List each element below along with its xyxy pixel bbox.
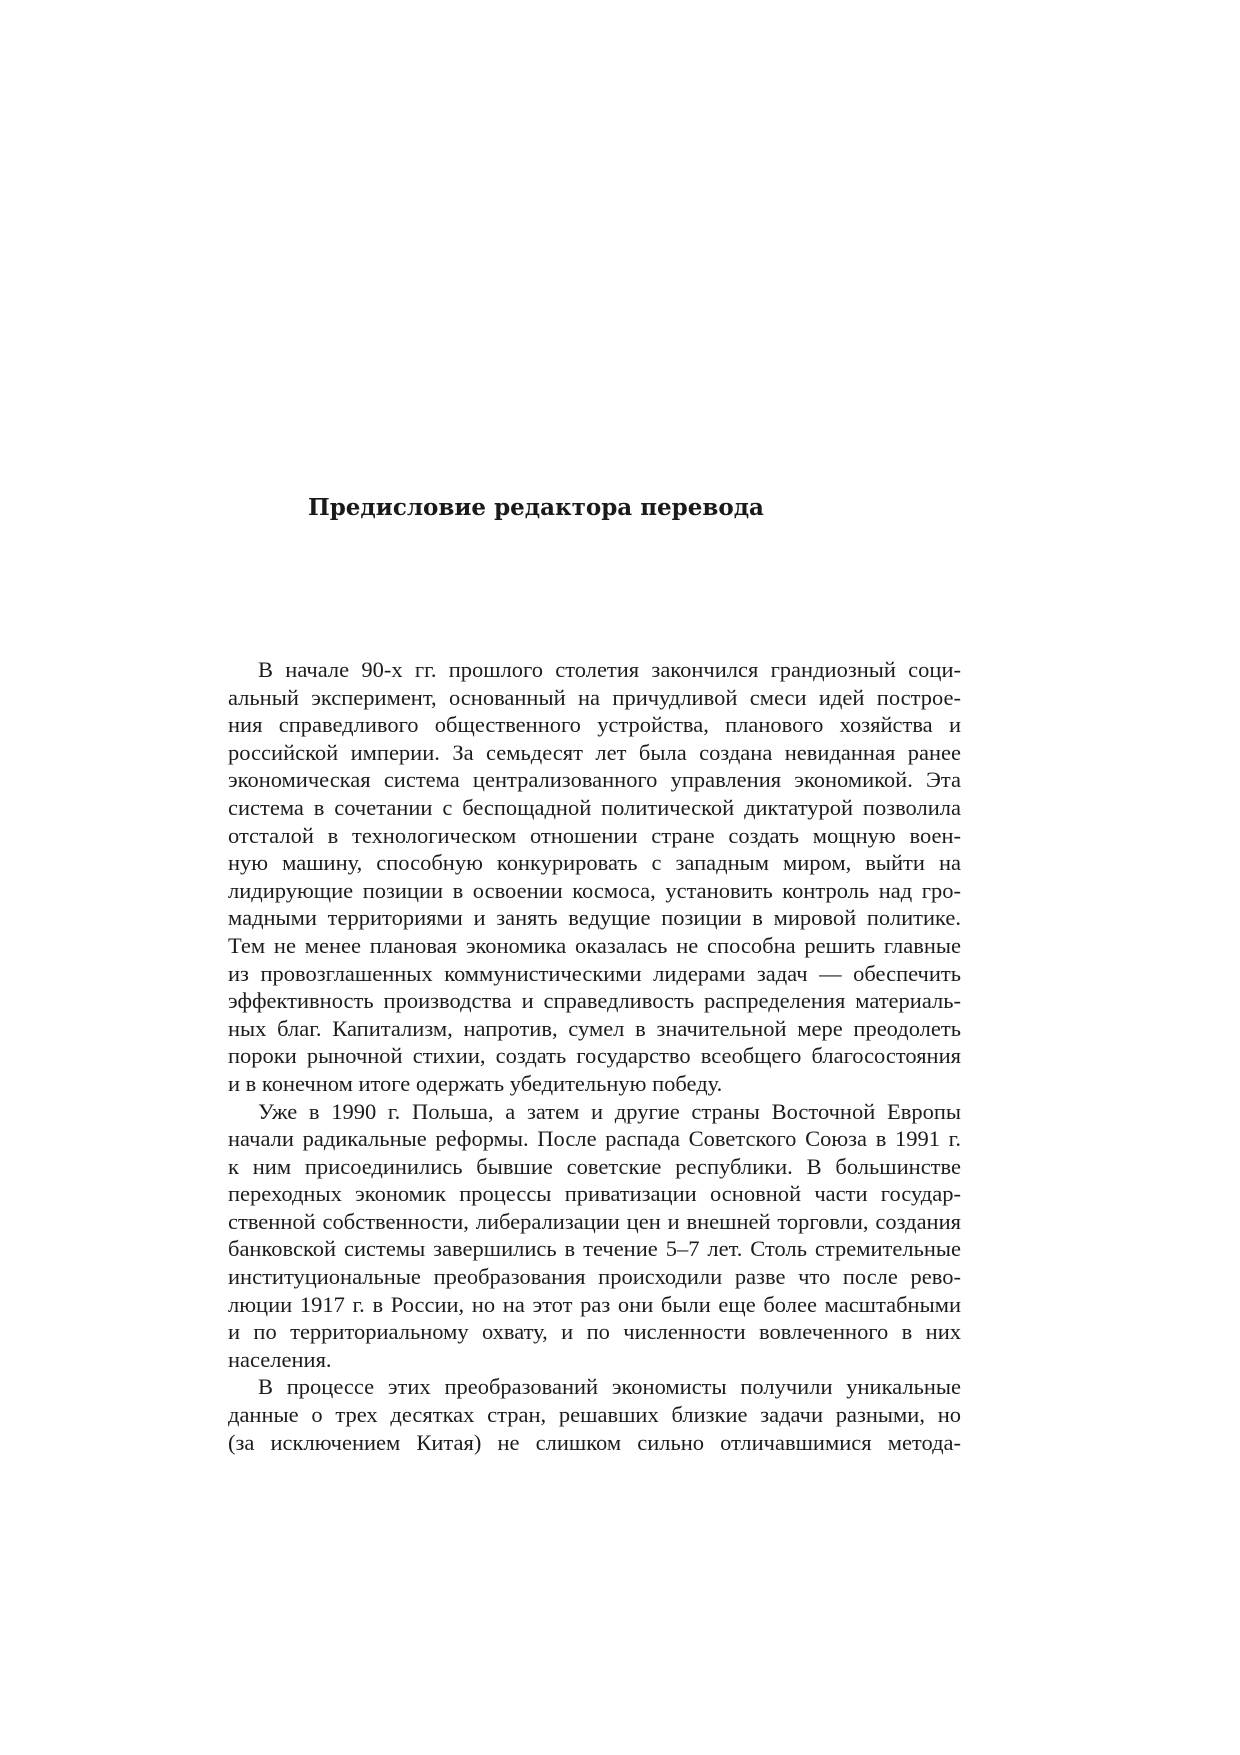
text-line: система в сочетании с беспощадной политической диктатурой позволила: [228, 794, 961, 820]
text-line: начали радикальные реформы. После распада Советского Союза в 1991 г.: [228, 1126, 961, 1152]
text-line: (за исключением Китая) не слишком сильно отличавшимися метода-: [228, 1429, 961, 1455]
text-line: В процессе этих преобразований экономисты получили уникальные: [258, 1374, 961, 1400]
text-line: пороки рыночной стихии, создать государство всеобщего благосостояния: [228, 1043, 961, 1069]
text-line: ных благ. Капитализм, напротив, сумел в значительной мере преодолеть: [228, 1015, 961, 1041]
body-text: [228, 656, 961, 1456]
text-line: из провозглашенных коммунистическими лидерами задач — обеспечить: [228, 960, 961, 986]
text-line: ственной собственности, либерализации цен и внешней торговли, создания: [228, 1208, 961, 1234]
text-line: населения.: [228, 1346, 332, 1372]
text-line: отсталой в технологическом отношении стране создать мощную воен-: [228, 822, 961, 848]
page-heading: Предисловие редактора перевода: [308, 494, 764, 521]
text-line: данные о трех десятках стран, решавших близкие задачи разными, но: [228, 1402, 961, 1428]
text-line: банковской системы завершились в течение 5–7 лет. Столь стремительные: [228, 1236, 961, 1262]
text-line: переходных экономик процессы приватизации основной части государ-: [228, 1181, 961, 1207]
text-line: В начале 90-х гг. прошлого столетия закончился грандиозный соци-: [258, 657, 961, 682]
text-line: люции 1917 г. в России, но на этот раз они были еще более масштабными: [228, 1291, 961, 1317]
text-line: институциональные преобразования происходили разве что после рево-: [228, 1264, 961, 1290]
text-line: российской империи. За семьдесят лет была создана невиданная ранее: [228, 739, 961, 765]
text-line: ния справедливого общественного устройства, планового хозяйства и: [228, 712, 961, 738]
text-line: лидирующие позиции в освоении космоса, установить контроль над гро-: [228, 877, 961, 903]
text-line: Тем не менее плановая экономика оказалась не способна решить главные: [228, 932, 961, 958]
text-line: и по территориальному охвату, и по численности вовлеченного в них: [228, 1319, 961, 1345]
text-line: к ним присоединились бывшие советские республики. В большинстве: [228, 1153, 961, 1179]
text-line: ную машину, способную конкурировать с западным миром, выйти на: [228, 850, 961, 876]
text-line: экономическая система централизованного управления экономикой. Эта: [228, 767, 961, 793]
text-line: альный эксперимент, основанный на причудливой смеси идей построе-: [228, 684, 961, 710]
text-line: эффективность производства и справедливость распределения материаль-: [228, 988, 961, 1014]
text-line: и в конечном итоге одержать убедительную победу.: [228, 1070, 723, 1096]
text-line: Уже в 1990 г. Польша, а затем и другие страны Восточной Европы: [258, 1098, 961, 1124]
text-line: мадными территориями и занять ведущие позиции в мировой политике.: [228, 905, 961, 931]
